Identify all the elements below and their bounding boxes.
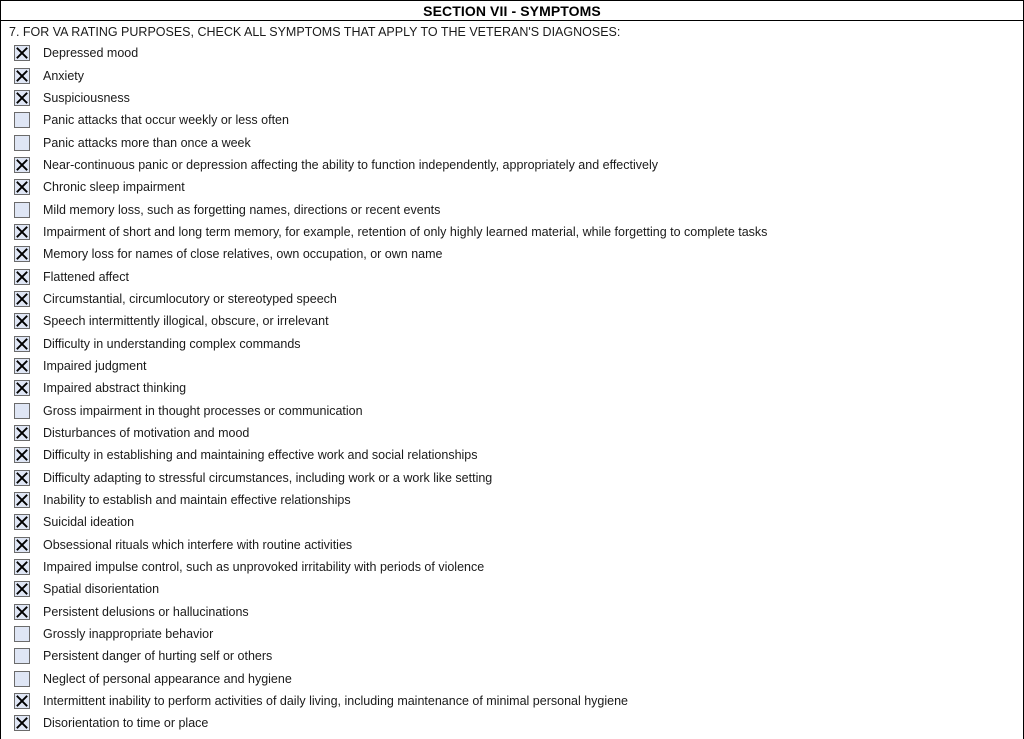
symptom-label: Inability to establish and maintain effective relationships (43, 493, 351, 508)
symptom-checkbox-impairment-of-short-and-long-term-memory[interactable] (14, 224, 30, 240)
symptom-checkbox-neglect-of-personal-appearance-and-hygie[interactable] (14, 671, 30, 687)
symptom-label: Persistent danger of hurting self or others (43, 649, 273, 664)
symptom-item-panic-attacks-that-occur-weekly-or-less-[interactable] (1, 109, 1023, 131)
symptom-checkbox-suspiciousness[interactable] (14, 90, 30, 106)
check-x-icon (16, 47, 28, 59)
symptom-checkbox-difficulty-adapting-to-stressful-circums[interactable] (14, 470, 30, 486)
symptom-item-grossly-inappropriate-behavior[interactable] (1, 623, 1023, 645)
symptom-label: Intermittent inability to perform activities of daily living, including maintenance of minimal personal hygiene (43, 694, 629, 709)
symptom-label: Panic attacks more than once a week (43, 135, 251, 150)
symptom-item-speech-intermittently-illogical-obscure-[interactable] (1, 310, 1023, 332)
symptom-label: Suicidal ideation (43, 515, 135, 530)
symptom-label: Panic attacks that occur weekly or less often (43, 113, 289, 128)
symptom-label: Anxiety (43, 68, 84, 83)
symptom-checkbox-grossly-inappropriate-behavior[interactable] (14, 626, 30, 642)
check-x-icon (16, 70, 28, 82)
symptom-item-disorientation-to-time-or-place[interactable] (1, 712, 1023, 734)
symptom-checkbox-near-continuous-panic-or-depression-affe[interactable] (14, 157, 30, 173)
check-x-icon (16, 449, 28, 461)
symptom-item-spatial-disorientation[interactable] (1, 578, 1023, 600)
symptom-label: Impaired abstract thinking (43, 381, 187, 396)
check-x-icon (16, 427, 28, 439)
check-x-icon (16, 360, 28, 372)
symptom-item-obsessional-rituals-which-interfere-with[interactable] (1, 534, 1023, 556)
symptom-item-panic-attacks-more-than-once-a-week[interactable] (1, 131, 1023, 153)
symptom-label: Disturbances of motivation and mood (43, 426, 250, 441)
symptom-item-impaired-abstract-thinking[interactable] (1, 377, 1023, 399)
symptom-checkbox-impaired-impulse-control-such-as-unprovo[interactable] (14, 559, 30, 575)
symptom-label: Speech intermittently illogical, obscure, or irrelevant (43, 314, 329, 329)
symptom-checkbox-suicidal-ideation[interactable] (14, 514, 30, 530)
symptom-label: Gross impairment in thought processes or communication (43, 403, 363, 418)
symptom-label: Depressed mood (43, 46, 139, 61)
symptom-item-mild-memory-loss-such-as-forgetting-name[interactable] (1, 198, 1023, 220)
symptom-item-neglect-of-personal-appearance-and-hygie[interactable] (1, 668, 1023, 690)
symptom-item-depressed-mood[interactable] (1, 42, 1023, 64)
symptom-item-suicidal-ideation[interactable] (1, 511, 1023, 533)
check-x-icon (16, 606, 28, 618)
symptom-label: Persistent delusions or hallucinations (43, 604, 249, 619)
check-x-icon (16, 494, 28, 506)
symptom-label: Memory loss for names of close relatives, own occupation, or own name (43, 247, 443, 262)
symptom-label: Flattened affect (43, 269, 129, 284)
symptom-checkbox-obsessional-rituals-which-interfere-with[interactable] (14, 537, 30, 553)
symptom-checkbox-mild-memory-loss-such-as-forgetting-name[interactable] (14, 202, 30, 218)
check-x-icon (16, 248, 28, 260)
check-x-icon (16, 382, 28, 394)
symptom-label: Near-continuous panic or depression affecting the ability to function independently, appropriately and effectively (43, 157, 658, 172)
symptom-label: Mild memory loss, such as forgetting names, directions or recent events (43, 202, 441, 217)
symptom-checkbox-difficulty-in-understanding-complex-comm[interactable] (14, 336, 30, 352)
symptom-label: Difficulty in understanding complex commands (43, 336, 301, 351)
symptom-item-inability-to-establish-and-maintain-effe[interactable] (1, 489, 1023, 511)
symptom-label: Impairment of short and long term memory, for example, retention of only highly learned material, while forgetting to complete tasks (43, 224, 768, 239)
symptom-item-memory-loss-for-names-of-close-relatives[interactable] (1, 243, 1023, 265)
symptom-label: Grossly inappropriate behavior (43, 627, 214, 642)
symptom-checkbox-spatial-disorientation[interactable] (14, 581, 30, 597)
symptom-item-near-continuous-panic-or-depression-affe[interactable] (1, 154, 1023, 176)
symptom-label: Neglect of personal appearance and hygiene (43, 671, 292, 686)
question-instruction: 7. FOR VA RATING PURPOSES, CHECK ALL SYMPTOMS THAT APPLY TO THE VETERAN'S DIAGNOSES: (9, 25, 621, 39)
symptom-item-impaired-judgment[interactable] (1, 355, 1023, 377)
check-x-icon (16, 539, 28, 551)
check-x-icon (16, 561, 28, 573)
check-x-icon (16, 338, 28, 350)
check-x-icon (16, 516, 28, 528)
symptom-checkbox-chronic-sleep-impairment[interactable] (14, 179, 30, 195)
symptom-item-anxiety[interactable] (1, 64, 1023, 86)
symptom-item-flattened-affect[interactable] (1, 265, 1023, 287)
symptom-checkbox-impaired-judgment[interactable] (14, 358, 30, 374)
symptom-checkbox-memory-loss-for-names-of-close-relatives[interactable] (14, 246, 30, 262)
symptom-checklist (1, 42, 1023, 735)
symptom-checkbox-impaired-abstract-thinking[interactable] (14, 380, 30, 396)
symptom-checkbox-disorientation-to-time-or-place[interactable] (14, 715, 30, 731)
check-x-icon (16, 92, 28, 104)
symptom-item-difficulty-in-understanding-complex-comm[interactable] (1, 332, 1023, 354)
check-x-icon (16, 472, 28, 484)
symptom-label: Chronic sleep impairment (43, 180, 185, 195)
symptom-item-persistent-delusions-or-hallucinations[interactable] (1, 601, 1023, 623)
symptom-item-suspiciousness[interactable] (1, 87, 1023, 109)
symptom-checkbox-persistent-danger-of-hurting-self-or-oth[interactable] (14, 648, 30, 664)
symptom-label: Circumstantial, circumlocutory or stereotyped speech (43, 291, 337, 306)
symptom-item-impaired-impulse-control-such-as-unprovo[interactable] (1, 556, 1023, 578)
symptom-label: Suspiciousness (43, 90, 130, 105)
symptom-label: Impaired impulse control, such as unprovoked irritability with periods of violence (43, 560, 485, 575)
symptom-checkbox-anxiety[interactable] (14, 68, 30, 84)
symptom-item-circumstantial-circumlocutory-or-stereot[interactable] (1, 288, 1023, 310)
symptom-item-impairment-of-short-and-long-term-memory[interactable] (1, 221, 1023, 243)
symptom-checkbox-gross-impairment-in-thought-processes-or[interactable] (14, 403, 30, 419)
symptom-checkbox-panic-attacks-more-than-once-a-week[interactable] (14, 135, 30, 151)
symptom-checkbox-panic-attacks-that-occur-weekly-or-less-[interactable] (14, 112, 30, 128)
symptom-label: Impaired judgment (43, 358, 147, 373)
symptom-label: Difficulty adapting to stressful circumstances, including work or a work like setting (43, 470, 493, 485)
symptom-label: Obsessional rituals which interfere with routine activities (43, 537, 353, 552)
symptom-checkbox-flattened-affect[interactable] (14, 269, 30, 285)
check-x-icon (16, 159, 28, 171)
check-x-icon (16, 717, 28, 729)
symptom-checkbox-difficulty-in-establishing-and-maintaini[interactable] (14, 447, 30, 463)
symptom-item-difficulty-adapting-to-stressful-circums[interactable] (1, 467, 1023, 489)
symptom-item-persistent-danger-of-hurting-self-or-oth[interactable] (1, 645, 1023, 667)
symptom-item-gross-impairment-in-thought-processes-or[interactable] (1, 400, 1023, 422)
symptom-checkbox-depressed-mood[interactable] (14, 45, 30, 61)
check-x-icon (16, 293, 28, 305)
symptom-item-disturbances-of-motivation-and-mood[interactable] (1, 422, 1023, 444)
symptom-checkbox-intermittent-inability-to-perform-activi[interactable] (14, 693, 30, 709)
symptom-checkbox-persistent-delusions-or-hallucinations[interactable] (14, 604, 30, 620)
symptom-item-difficulty-in-establishing-and-maintaini[interactable] (1, 444, 1023, 466)
symptom-item-chronic-sleep-impairment[interactable] (1, 176, 1023, 198)
check-x-icon (16, 226, 28, 238)
check-x-icon (16, 181, 28, 193)
check-x-icon (16, 271, 28, 283)
symptom-checkbox-disturbances-of-motivation-and-mood[interactable] (14, 425, 30, 441)
check-x-icon (16, 583, 28, 595)
symptom-item-intermittent-inability-to-perform-activi[interactable] (1, 690, 1023, 712)
check-x-icon (16, 315, 28, 327)
symptom-label: Disorientation to time or place (43, 716, 209, 731)
symptom-checkbox-speech-intermittently-illogical-obscure-[interactable] (14, 313, 30, 329)
symptom-label: Difficulty in establishing and maintaining effective work and social relationships (43, 448, 478, 463)
section-title: SECTION VII - SYMPTOMS (1, 0, 1023, 21)
symptom-checkbox-inability-to-establish-and-maintain-effe[interactable] (14, 492, 30, 508)
symptom-checkbox-circumstantial-circumlocutory-or-stereot[interactable] (14, 291, 30, 307)
symptom-label: Spatial disorientation (43, 582, 160, 597)
check-x-icon (16, 695, 28, 707)
